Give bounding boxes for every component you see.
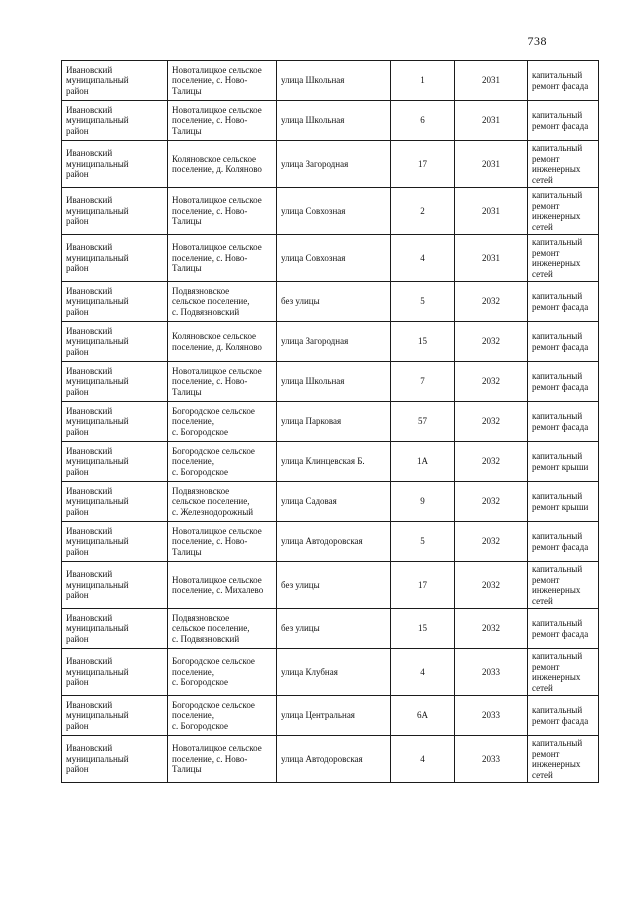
year-cell <box>455 522 528 562</box>
district-cell <box>62 482 168 522</box>
street-cell <box>277 322 391 362</box>
house-number-cell <box>391 736 455 783</box>
street-cell-text: улица Совхозная <box>281 252 346 263</box>
street-cell <box>277 61 391 101</box>
table-row <box>62 522 599 562</box>
house-number-cell-text: 15 <box>418 336 427 347</box>
house-number-cell <box>391 649 455 696</box>
district-cell-text: Ивановский муниципальный район <box>66 699 129 731</box>
repair-type-cell-text: капитальный ремонт инженерных сетей <box>532 190 583 232</box>
settlement-cell-text: Коляновское сельское поселение, д. Коляново <box>172 153 262 174</box>
house-number-cell <box>391 101 455 141</box>
year-cell <box>455 362 528 402</box>
table-row <box>62 235 599 282</box>
settlement-cell-text: Новоталицкое сельское поселение, с. Михалево <box>172 574 264 595</box>
year-cell <box>455 736 528 783</box>
year-cell <box>455 696 528 736</box>
district-cell <box>62 402 168 442</box>
district-cell <box>62 649 168 696</box>
house-number-cell-text: 6А <box>417 710 428 721</box>
settlement-cell <box>168 522 277 562</box>
year-cell <box>455 235 528 282</box>
repair-type-cell <box>528 61 599 101</box>
year-cell-text: 2033 <box>482 710 500 721</box>
district-cell-text: Ивановский муниципальный район <box>66 743 129 775</box>
district-cell-text: Ивановский муниципальный район <box>66 242 129 274</box>
street-cell-text: улица Школьная <box>281 75 345 86</box>
year-cell <box>455 101 528 141</box>
district-cell <box>62 522 168 562</box>
settlement-cell <box>168 235 277 282</box>
street-cell <box>277 235 391 282</box>
district-cell-text: Ивановский муниципальный район <box>66 325 129 357</box>
district-cell-text: Ивановский муниципальный район <box>66 656 129 688</box>
street-cell-text: без улицы <box>281 579 320 590</box>
repair-type-cell <box>528 282 599 322</box>
repair-type-cell <box>528 649 599 696</box>
repair-type-cell-text: капитальный ремонт крыши <box>532 451 589 472</box>
district-cell <box>62 609 168 649</box>
settlement-cell <box>168 649 277 696</box>
street-cell <box>277 362 391 402</box>
table-row <box>62 649 599 696</box>
district-cell-text: Ивановский муниципальный район <box>66 104 129 136</box>
street-cell-text: улица Загородная <box>281 158 349 169</box>
street-cell <box>277 649 391 696</box>
year-cell-text: 2032 <box>482 376 500 387</box>
district-cell-text: Ивановский муниципальный район <box>66 148 129 180</box>
street-cell <box>277 696 391 736</box>
year-cell <box>455 188 528 235</box>
repair-type-cell-text: капитальный ремонт фасада <box>532 371 589 392</box>
street-cell <box>277 522 391 562</box>
table-row <box>62 61 599 101</box>
year-cell-text: 2033 <box>482 666 500 677</box>
house-number-cell <box>391 362 455 402</box>
repair-type-cell <box>528 696 599 736</box>
settlement-cell-text: Подвязновское сельское поселение, с. Подвязновский <box>172 612 250 644</box>
district-cell-text: Ивановский муниципальный район <box>66 365 129 397</box>
settlement-cell-text: Новоталицкое сельское поселение, с. Ново- Талицы <box>172 743 262 775</box>
repair-type-cell <box>528 562 599 609</box>
house-number-cell-text: 4 <box>420 252 425 263</box>
house-number-cell <box>391 282 455 322</box>
district-cell <box>62 562 168 609</box>
district-cell-text: Ивановский муниципальный район <box>66 195 129 227</box>
settlement-cell-text: Богородское сельское поселение, с. Богородское <box>172 445 255 477</box>
repair-type-cell <box>528 736 599 783</box>
repair-type-cell-text: капитальный ремонт инженерных сетей <box>532 237 583 279</box>
street-cell-text: без улицы <box>281 296 320 307</box>
street-cell <box>277 736 391 783</box>
repair-type-cell <box>528 362 599 402</box>
repair-schedule-table <box>61 60 599 783</box>
district-cell <box>62 141 168 188</box>
year-cell-text: 2031 <box>482 115 500 126</box>
year-cell-text: 2032 <box>482 536 500 547</box>
settlement-cell <box>168 736 277 783</box>
district-cell <box>62 736 168 783</box>
repair-type-cell-text: капитальный ремонт фасада <box>532 411 589 432</box>
house-number-cell-text: 5 <box>420 536 425 547</box>
settlement-cell <box>168 696 277 736</box>
district-cell <box>62 101 168 141</box>
repair-type-cell-text: капитальный ремонт фасада <box>532 618 589 639</box>
year-cell <box>455 442 528 482</box>
settlement-cell-text: Подвязновское сельское поселение, с. Железнодорожный <box>172 485 254 517</box>
house-number-cell-text: 4 <box>420 753 425 764</box>
house-number-cell-text: 1 <box>420 75 425 86</box>
year-cell-text: 2031 <box>482 205 500 216</box>
settlement-cell <box>168 482 277 522</box>
year-cell-text: 2032 <box>482 579 500 590</box>
street-cell-text: улица Школьная <box>281 115 345 126</box>
settlement-cell <box>168 282 277 322</box>
district-cell <box>62 282 168 322</box>
repair-type-cell-text: капитальный ремонт фасада <box>532 70 589 91</box>
table-row <box>62 362 599 402</box>
repair-type-cell <box>528 522 599 562</box>
district-cell-text: Ивановский муниципальный район <box>66 525 129 557</box>
repair-type-cell <box>528 141 599 188</box>
repair-type-cell <box>528 442 599 482</box>
table-row <box>62 696 599 736</box>
street-cell-text: без улицы <box>281 623 320 634</box>
settlement-cell-text: Подвязновское сельское поселение, с. Подвязновский <box>172 285 250 317</box>
settlement-cell <box>168 188 277 235</box>
district-cell <box>62 322 168 362</box>
street-cell-text: улица Центральная <box>281 710 355 721</box>
street-cell-text: улица Клинцевская Б. <box>281 456 365 467</box>
settlement-cell-text: Богородское сельское поселение, с. Богородское <box>172 699 255 731</box>
settlement-cell <box>168 101 277 141</box>
house-number-cell <box>391 442 455 482</box>
year-cell <box>455 482 528 522</box>
street-cell-text: улица Школьная <box>281 376 345 387</box>
repair-type-cell <box>528 609 599 649</box>
house-number-cell-text: 4 <box>420 666 425 677</box>
house-number-cell-text: 57 <box>418 416 427 427</box>
table-row <box>62 482 599 522</box>
settlement-cell-text: Коляновское сельское поселение, д. Коляново <box>172 331 262 352</box>
street-cell-text: улица Автодоровская <box>281 753 363 764</box>
house-number-cell-text: 17 <box>418 579 427 590</box>
year-cell-text: 2031 <box>482 75 500 86</box>
repair-type-cell <box>528 402 599 442</box>
table-body <box>62 61 599 783</box>
house-number-cell <box>391 322 455 362</box>
year-cell-text: 2032 <box>482 456 500 467</box>
year-cell <box>455 402 528 442</box>
table-row <box>62 442 599 482</box>
house-number-cell <box>391 402 455 442</box>
year-cell <box>455 562 528 609</box>
district-cell-text: Ивановский муниципальный район <box>66 64 129 96</box>
year-cell-text: 2032 <box>482 416 500 427</box>
settlement-cell-text: Новоталицкое сельское поселение, с. Ново- Талицы <box>172 525 262 557</box>
house-number-cell-text: 7 <box>420 376 425 387</box>
settlement-cell-text: Новоталицкое сельское поселение, с. Ново- Талицы <box>172 365 262 397</box>
repair-type-cell-text: капитальный ремонт инженерных сетей <box>532 143 583 185</box>
street-cell-text: улица Совхозная <box>281 205 346 216</box>
repair-type-cell-text: капитальный ремонт инженерных сетей <box>532 564 583 606</box>
settlement-cell-text: Новоталицкое сельское поселение, с. Ново- Талицы <box>172 195 262 227</box>
street-cell <box>277 101 391 141</box>
page-number: 738 <box>527 34 547 48</box>
repair-type-cell <box>528 322 599 362</box>
year-cell-text: 2032 <box>482 296 500 307</box>
settlement-cell-text: Новоталицкое сельское поселение, с. Ново- Талицы <box>172 104 262 136</box>
house-number-cell-text: 6 <box>420 115 425 126</box>
street-cell <box>277 402 391 442</box>
street-cell <box>277 609 391 649</box>
house-number-cell-text: 1А <box>417 456 428 467</box>
settlement-cell <box>168 141 277 188</box>
house-number-cell-text: 2 <box>420 205 425 216</box>
district-cell <box>62 235 168 282</box>
district-cell <box>62 362 168 402</box>
table-row <box>62 402 599 442</box>
street-cell <box>277 188 391 235</box>
district-cell <box>62 61 168 101</box>
table-row <box>62 562 599 609</box>
house-number-cell <box>391 696 455 736</box>
house-number-cell-text: 15 <box>418 623 427 634</box>
year-cell-text: 2032 <box>482 623 500 634</box>
year-cell <box>455 61 528 101</box>
year-cell-text: 2033 <box>482 753 500 764</box>
repair-type-cell-text: капитальный ремонт фасада <box>532 331 589 352</box>
street-cell <box>277 141 391 188</box>
district-cell <box>62 188 168 235</box>
settlement-cell <box>168 61 277 101</box>
house-number-cell <box>391 235 455 282</box>
repair-type-cell-text: капитальный ремонт фасада <box>532 531 589 552</box>
year-cell-text: 2032 <box>482 496 500 507</box>
repair-type-cell <box>528 101 599 141</box>
district-cell-text: Ивановский муниципальный район <box>66 405 129 437</box>
street-cell <box>277 282 391 322</box>
house-number-cell-text: 17 <box>418 158 427 169</box>
street-cell-text: улица Парковая <box>281 416 342 427</box>
table-row <box>62 188 599 235</box>
year-cell <box>455 141 528 188</box>
settlement-cell <box>168 362 277 402</box>
street-cell <box>277 562 391 609</box>
year-cell-text: 2031 <box>482 252 500 263</box>
house-number-cell <box>391 61 455 101</box>
house-number-cell <box>391 609 455 649</box>
street-cell <box>277 482 391 522</box>
house-number-cell <box>391 482 455 522</box>
district-cell-text: Ивановский муниципальный район <box>66 485 129 517</box>
repair-type-cell <box>528 188 599 235</box>
table-row <box>62 322 599 362</box>
repair-type-cell-text: капитальный ремонт инженерных сетей <box>532 738 583 780</box>
settlement-cell <box>168 562 277 609</box>
table-row <box>62 101 599 141</box>
settlement-cell-text: Богородское сельское поселение, с. Богородское <box>172 656 255 688</box>
table-row <box>62 282 599 322</box>
table-row <box>62 609 599 649</box>
district-cell-text: Ивановский муниципальный район <box>66 612 129 644</box>
repair-type-cell <box>528 482 599 522</box>
house-number-cell <box>391 141 455 188</box>
street-cell-text: улица Автодоровская <box>281 536 363 547</box>
settlement-cell-text: Богородское сельское поселение, с. Богородское <box>172 405 255 437</box>
house-number-cell-text: 9 <box>420 496 425 507</box>
house-number-cell <box>391 188 455 235</box>
settlement-cell <box>168 609 277 649</box>
year-cell <box>455 322 528 362</box>
street-cell-text: улица Загородная <box>281 336 349 347</box>
year-cell-text: 2031 <box>482 158 500 169</box>
district-cell <box>62 696 168 736</box>
district-cell-text: Ивановский муниципальный район <box>66 569 129 601</box>
settlement-cell <box>168 322 277 362</box>
repair-type-cell-text: капитальный ремонт инженерных сетей <box>532 651 583 693</box>
settlement-cell <box>168 402 277 442</box>
district-cell-text: Ивановский муниципальный район <box>66 285 129 317</box>
street-cell-text: улица Садовая <box>281 496 337 507</box>
year-cell <box>455 282 528 322</box>
settlement-cell-text: Новоталицкое сельское поселение, с. Ново- Талицы <box>172 64 262 96</box>
district-cell <box>62 442 168 482</box>
year-cell <box>455 649 528 696</box>
street-cell-text: улица Клубная <box>281 666 338 677</box>
table-row <box>62 141 599 188</box>
district-cell-text: Ивановский муниципальный район <box>66 445 129 477</box>
repair-type-cell-text: капитальный ремонт фасада <box>532 291 589 312</box>
table-row <box>62 736 599 783</box>
repair-type-cell <box>528 235 599 282</box>
settlement-cell <box>168 442 277 482</box>
repair-type-cell-text: капитальный ремонт крыши <box>532 491 589 512</box>
repair-type-cell-text: капитальный ремонт фасада <box>532 110 589 131</box>
house-number-cell <box>391 562 455 609</box>
year-cell <box>455 609 528 649</box>
settlement-cell-text: Новоталицкое сельское поселение, с. Ново- Талицы <box>172 242 262 274</box>
house-number-cell <box>391 522 455 562</box>
repair-type-cell-text: капитальный ремонт фасада <box>532 705 589 726</box>
house-number-cell-text: 5 <box>420 296 425 307</box>
street-cell <box>277 442 391 482</box>
year-cell-text: 2032 <box>482 336 500 347</box>
